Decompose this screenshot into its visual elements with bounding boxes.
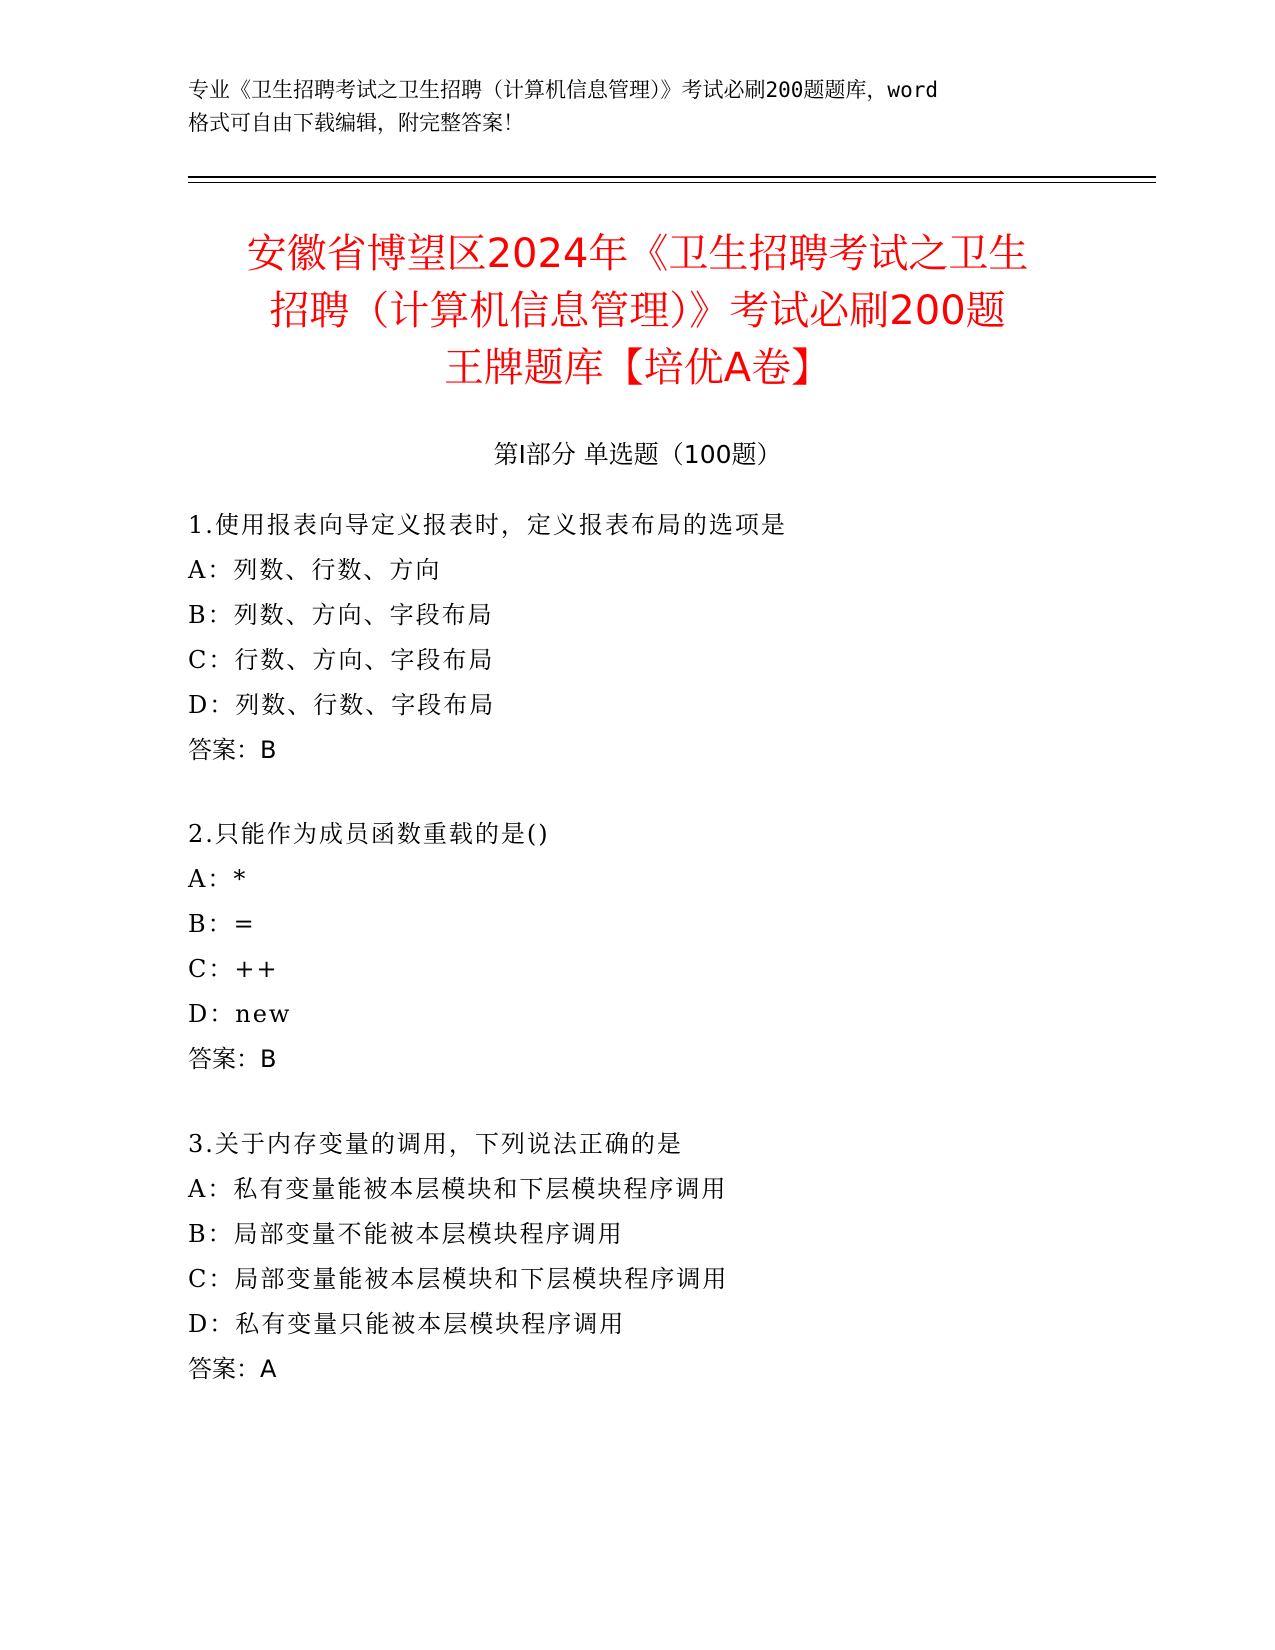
option-b: B：列数、方向、字段布局 [188,601,494,629]
option-b: B：= [188,910,256,938]
question-2 [188,812,1188,1082]
answer: 答案：A [188,1355,277,1383]
option-c: C：++ [188,955,279,983]
document-title-line-3: 王牌题库【培优A卷】 [443,345,832,391]
header-note-line-1: 专业《卫生招聘考试之卫生招聘（计算机信息管理）》考试必刷200题题库，word [188,78,938,102]
option-c: C：局部变量能被本层模块和下层模块程序调用 [188,1265,729,1293]
question-1 [188,503,1188,773]
document-title [150,226,1125,397]
document-title-line-1: 安徽省博望区2024年《卫生招聘考试之卫生 [246,231,1029,277]
question-stem: 1.使用报表向导定义报表时，定义报表布局的选项是 [188,511,787,539]
header-note [188,74,1088,140]
header-rule-thin [188,182,1156,183]
option-b: B：局部变量不能被本层模块程序调用 [188,1220,624,1248]
option-d: D：私有变量只能被本层模块程序调用 [188,1310,626,1338]
answer: 答案：B [188,1045,277,1073]
option-c: C：行数、方向、字段布局 [188,646,495,674]
question-stem: 2.只能作为成员函数重载的是() [188,820,550,848]
question-3 [188,1122,1188,1392]
option-d: D：new [188,1000,292,1028]
section-title: 第Ⅰ部分 单选题（100题） [493,440,782,469]
document-title-line-2: 招聘（计算机信息管理）》考试必刷200题 [269,288,1006,334]
option-a: A：* [188,865,248,893]
option-a: A：列数、行数、方向 [188,556,442,584]
answer: 答案：B [188,736,277,764]
header-rule-thick [188,176,1156,178]
question-stem: 3.关于内存变量的调用，下列说法正确的是 [188,1130,683,1158]
option-d: D：列数、行数、字段布局 [188,691,496,719]
header-note-line-2: 格式可自由下载编辑，附完整答案！ [188,111,524,135]
option-a: A：私有变量能被本层模块和下层模块程序调用 [188,1175,728,1203]
